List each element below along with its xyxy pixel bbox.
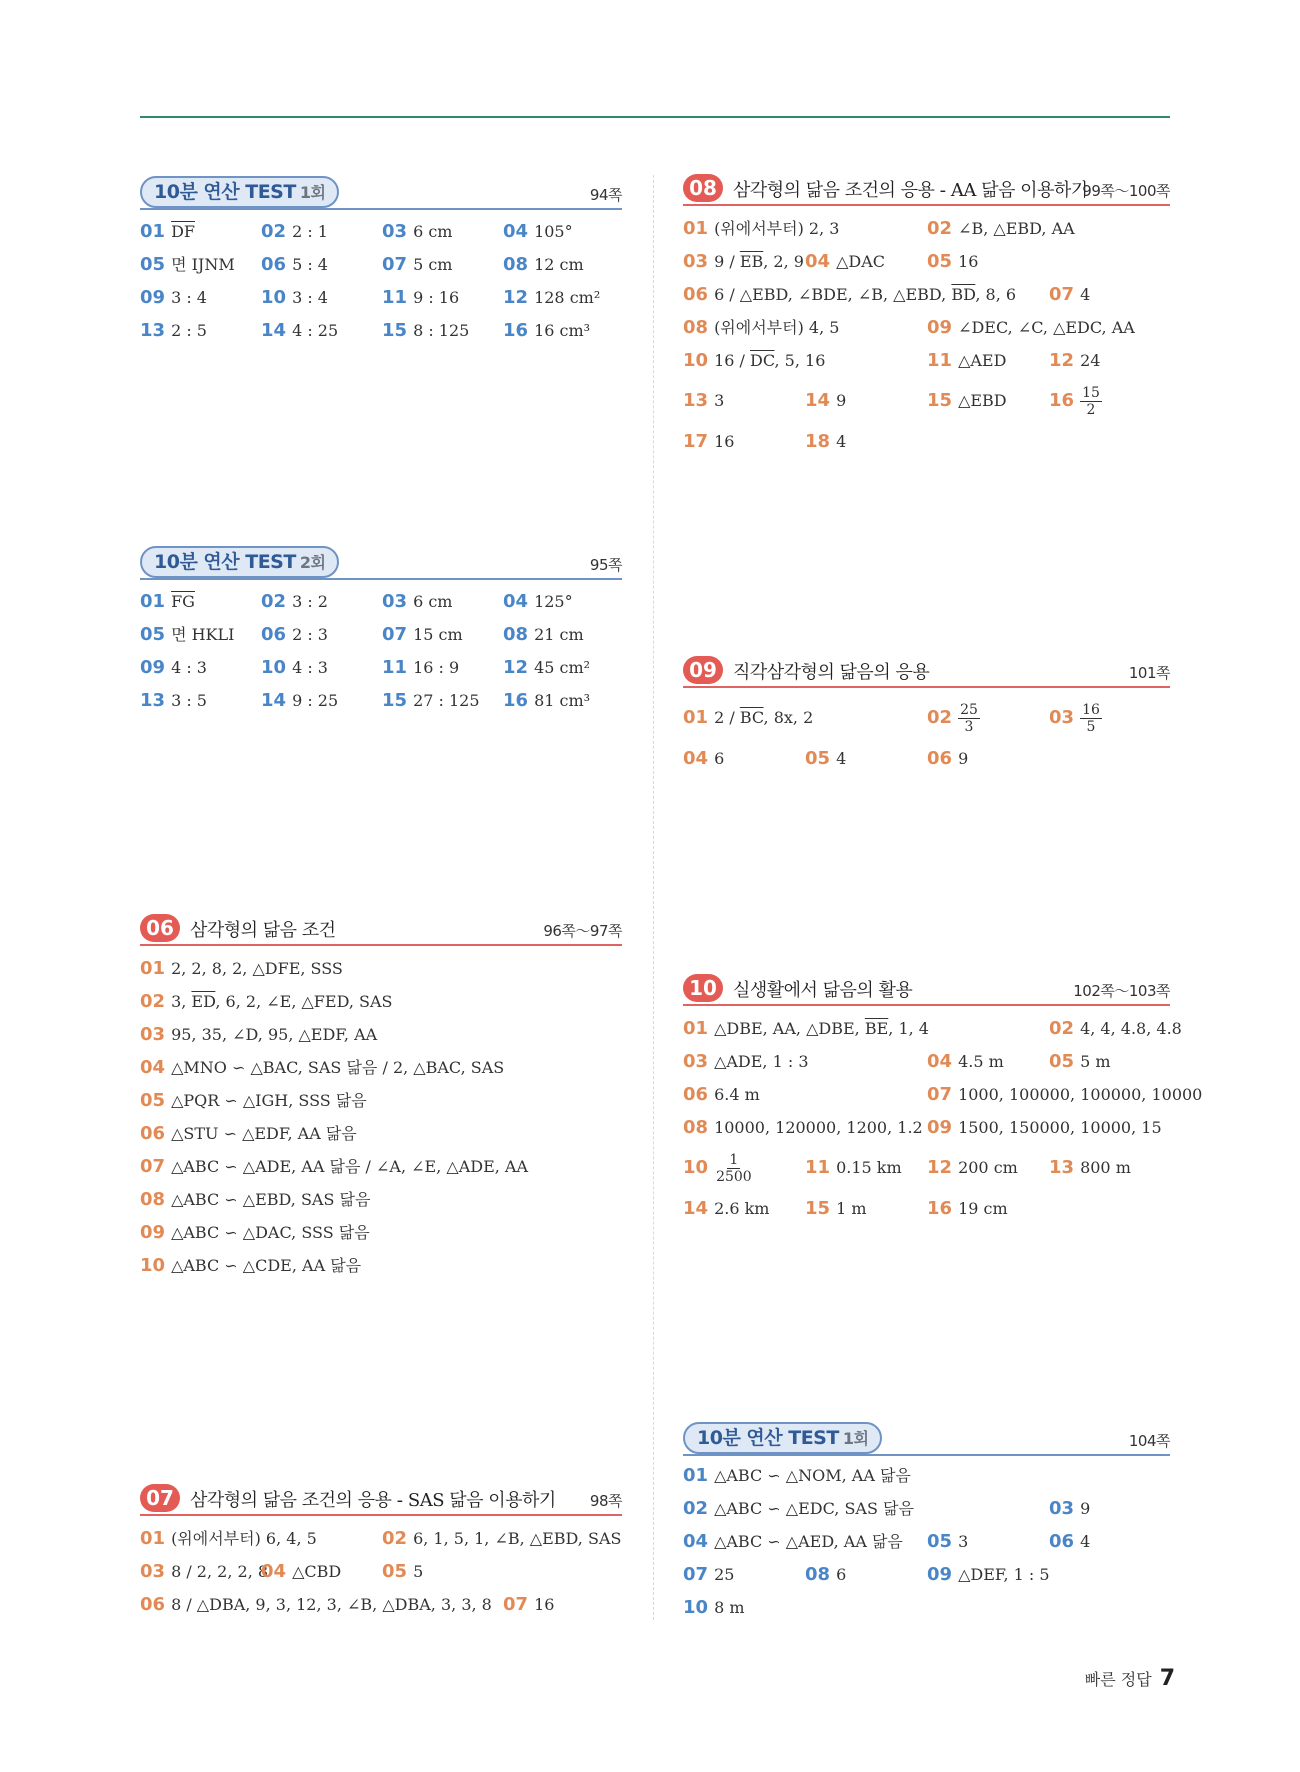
answer-item: 18 4 — [805, 431, 847, 452]
answer-row — [140, 1522, 622, 1555]
answer-item: 06 2 : 3 — [261, 624, 328, 645]
answer-item: 07 25 — [683, 1564, 735, 1585]
answer-item: 09 △ABC ∽ △DAC, SSS 닮음 — [140, 1222, 370, 1243]
section-07 — [140, 1480, 622, 1621]
answer-item: 05 3 — [927, 1531, 969, 1552]
test-round: 2회 — [299, 553, 326, 572]
footer-label: 빠른 정답 — [1084, 1670, 1152, 1689]
page-ref: 95쪽 — [589, 556, 622, 574]
answer-item: 16 81 cm³ — [503, 690, 591, 711]
answer-item: 05 면 HKLI — [140, 624, 235, 645]
answer-item: 10 4 : 3 — [261, 657, 328, 678]
answer-item: 08 (위에서부터) 4, 5 — [683, 317, 840, 338]
answer-item: 04 △ABC ∽ △AED, AA 닮음 — [683, 1531, 903, 1552]
answer-item: 07 5 cm — [382, 254, 453, 275]
answer-item: 01 △DBE, AA, △DBE, $\overline{BE}$, 1, 4 — [683, 1018, 929, 1039]
answer-row — [683, 425, 1170, 458]
answer-row — [140, 618, 622, 651]
answer-row — [683, 1492, 1170, 1525]
section-title: 삼각형의 닮음 조건의 응용 - AA 닮음 이용하기 — [733, 180, 1088, 201]
answer-item: 12 128 cm² — [503, 287, 601, 308]
answer-item: 09 △DEF, 1 : 5 — [927, 1564, 1050, 1585]
answer-item: 03 6 cm — [382, 221, 453, 242]
page-footer — [1085, 1666, 1175, 1691]
answer-item: 10 8 m — [683, 1597, 745, 1618]
answer-row — [140, 1150, 622, 1183]
page-ref: 98쪽 — [589, 1492, 622, 1510]
section-badge: 07 — [140, 1484, 180, 1512]
section-badge: 08 — [683, 174, 723, 202]
section-06 — [140, 910, 622, 1282]
section-header — [140, 1480, 622, 1516]
page-ref: 104쪽 — [1128, 1432, 1170, 1450]
answer-row — [140, 1084, 622, 1117]
answer-item: 14 2.6 km — [683, 1198, 770, 1219]
answer-item: 03 6 cm — [382, 591, 453, 612]
answer-item: 14 9 — [805, 390, 847, 411]
section-header — [683, 970, 1170, 1006]
section-title: 삼각형의 닮음 조건의 응용 - SAS 닮음 이용하기 — [190, 1490, 556, 1511]
answer-row — [140, 651, 622, 684]
answer-item: 03 8 / 2, 2, 2, 8 — [140, 1561, 269, 1582]
test-title-pill — [683, 1422, 882, 1454]
top-rule — [140, 116, 1170, 118]
answer-item: 03 $\frac{16}{5}$ — [1049, 702, 1100, 735]
page-ref: 99쪽～100쪽 — [1082, 182, 1170, 200]
answer-item: 10 3 : 4 — [261, 287, 328, 308]
answer-row — [140, 1249, 622, 1282]
answer-item: 06 6.4 m — [683, 1084, 760, 1105]
section-test-1 — [140, 174, 622, 347]
test-round: 1회 — [842, 1429, 869, 1448]
answer-row — [140, 248, 622, 281]
section-badge: 09 — [683, 656, 723, 684]
answer-item: 11 0.15 km — [805, 1157, 902, 1178]
answer-item: 02 2 : 1 — [261, 221, 328, 242]
answer-item: 09 1500, 150000, 10000, 15 — [927, 1117, 1162, 1138]
answer-item: 10 $16 / \overline{DC}$, 5, 16 — [683, 350, 826, 371]
answer-item: 04 6 — [683, 748, 725, 769]
answer-item: 02 △ABC ∽ △EDC, SAS 닮음 — [683, 1498, 914, 1519]
answer-item: 13 800 m — [1049, 1157, 1131, 1178]
answer-item: 15 8 : 125 — [382, 320, 470, 341]
answer-row — [683, 278, 1170, 311]
answer-item: 02 3, $\overline{ED}$, 6, 2, ∠E, △FED, SAS — [140, 991, 393, 1012]
answer-row — [140, 1051, 622, 1084]
answer-item: 01 $\overline{FG}$ — [140, 591, 195, 612]
answer-row — [140, 1183, 622, 1216]
answer-item: 02 $\frac{25}{3}$ — [927, 702, 978, 735]
answer-row — [683, 245, 1170, 278]
answer-row — [683, 694, 1170, 742]
answer-row — [683, 1012, 1182, 1045]
answer-item: 08 12 cm — [503, 254, 584, 275]
answer-item: 06 8 / △DBA, 9, 3, 12, 3, ∠B, △DBA, 3, 3, 8 — [140, 1594, 492, 1615]
section-header — [140, 544, 622, 580]
answer-item: 01 $\overline{DF}$ — [140, 221, 195, 242]
answer-item: 09 3 : 4 — [140, 287, 207, 308]
answer-row — [683, 1078, 1203, 1111]
section-badge: 10 — [683, 974, 723, 1002]
page-ref: 96쪽～97쪽 — [543, 922, 622, 940]
answer-row — [140, 215, 622, 248]
answer-item: 03 △ADE, 1 : 3 — [683, 1051, 809, 1072]
answer-row — [140, 1555, 622, 1588]
section-header — [140, 910, 622, 946]
answer-row — [683, 212, 1170, 245]
fraction: $\frac{1}{2500}$ — [716, 1152, 752, 1185]
answer-item: 10 $\frac{1}{2500}$ — [683, 1152, 752, 1185]
answer-item: 16 19 cm — [927, 1198, 1008, 1219]
answer-item: 04 △CBD — [261, 1561, 342, 1582]
answer-item: 01 △ABC ∽ △NOM, AA 닮음 — [683, 1465, 911, 1486]
answer-row — [683, 1558, 1170, 1591]
answer-item: 03 95, 35, ∠D, 95, △EDF, AA — [140, 1024, 378, 1045]
answer-row — [683, 1591, 1170, 1624]
answer-item: 04 105° — [503, 221, 573, 242]
answer-item: 01 (위에서부터) 2, 3 — [683, 218, 840, 239]
answer-item: 05 면 IJNM — [140, 254, 235, 275]
answer-row — [140, 1588, 622, 1621]
test-title-pill — [140, 176, 339, 208]
test-title-pill — [140, 546, 339, 578]
answer-item: 15 27 : 125 — [382, 690, 480, 711]
test-title: 10분 연산 TEST — [154, 181, 296, 203]
answer-item: 03 $9 / \overline{EB}$, 2, 9 — [683, 251, 804, 272]
section-header — [683, 652, 1170, 688]
section-09 — [683, 652, 1170, 775]
section-header — [683, 1420, 1170, 1456]
answer-item: 16 16 cm³ — [503, 320, 591, 341]
answer-row — [140, 1216, 622, 1249]
answer-item: 07 15 cm — [382, 624, 463, 645]
fraction: $\frac{16}{5}$ — [1082, 702, 1100, 735]
answer-item: 05 16 — [927, 251, 979, 272]
answer-item: 01 $2 / \overline{BC}$, 8x, 2 — [683, 707, 814, 728]
answer-item: 06 9 — [927, 748, 969, 769]
answer-row — [683, 1111, 1170, 1144]
answer-row — [140, 314, 622, 347]
answer-item: 06 6 / △EBD, ∠BDE, ∠B, △EBD, $\overline{BD}$, 8, 6 — [683, 284, 1017, 305]
answer-item: 02 6, 1, 5, 1, ∠B, △EBD, SAS — [382, 1528, 622, 1549]
answer-item: 10 △ABC ∽ △CDE, AA 닮음 — [140, 1255, 362, 1276]
answer-row — [140, 281, 622, 314]
answer-item: 03 9 — [1049, 1498, 1091, 1519]
page-ref: 94쪽 — [589, 186, 622, 204]
answer-item: 07 4 — [1049, 284, 1091, 305]
answer-row — [140, 684, 622, 717]
fraction: $\frac{25}{3}$ — [960, 702, 978, 735]
column-divider — [653, 175, 654, 1620]
answer-item: 01 (위에서부터) 6, 4, 5 — [140, 1528, 317, 1549]
answer-item: 07 1000, 100000, 100000, 10000 — [927, 1084, 1203, 1105]
test-round: 1회 — [299, 183, 326, 202]
answer-row — [140, 1117, 622, 1150]
answer-item: 06 △STU ∽ △EDF, AA 닮음 — [140, 1123, 357, 1144]
answer-item: 09 4 : 3 — [140, 657, 207, 678]
answer-item: 01 2, 2, 8, 2, △DFE, SSS — [140, 958, 343, 979]
answer-item: 14 4 : 25 — [261, 320, 339, 341]
test-title: 10분 연산 TEST — [154, 551, 296, 573]
answer-item: 08 6 — [805, 1564, 847, 1585]
answer-row — [683, 1459, 1170, 1492]
answer-row — [683, 1192, 1170, 1225]
answer-row — [140, 985, 622, 1018]
section-10 — [683, 970, 1203, 1225]
answer-item: 04 4.5 m — [927, 1051, 1004, 1072]
answer-item: 05 5 — [382, 1561, 424, 1582]
answer-row — [683, 311, 1170, 344]
answer-item: 08 △ABC ∽ △EBD, SAS 닮음 — [140, 1189, 371, 1210]
answer-row — [683, 1045, 1170, 1078]
page-ref: 102쪽～103쪽 — [1073, 982, 1170, 1000]
answer-item: 05 △PQR ∽ △IGH, SSS 닮음 — [140, 1090, 367, 1111]
answer-item: 09 ∠DEC, ∠C, △EDC, AA — [927, 317, 1135, 338]
answer-row — [140, 952, 622, 985]
section-badge: 06 — [140, 914, 180, 942]
answer-item: 17 16 — [683, 431, 735, 452]
answer-row — [140, 1018, 622, 1051]
answer-item: 16 $\frac{15}{2}$ — [1049, 385, 1100, 418]
answer-item: 15 △EBD — [927, 390, 1007, 411]
answer-item: 11 16 : 9 — [382, 657, 460, 678]
answer-row — [140, 585, 622, 618]
answer-row — [683, 1525, 1170, 1558]
answer-item: 11 9 : 16 — [382, 287, 460, 308]
answer-item: 05 4 — [805, 748, 847, 769]
answer-item: 02 ∠B, △EBD, AA — [927, 218, 1075, 239]
answer-item: 11 △AED — [927, 350, 1007, 371]
answer-row — [683, 1144, 1170, 1192]
answer-item: 08 21 cm — [503, 624, 584, 645]
answer-item: 06 4 — [1049, 1531, 1091, 1552]
answer-item: 02 3 : 2 — [261, 591, 328, 612]
section-test-3 — [683, 1420, 1170, 1624]
page-number: 7 — [1159, 1666, 1175, 1691]
answer-item: 13 3 : 5 — [140, 690, 207, 711]
test-title: 10분 연산 TEST — [697, 1427, 839, 1449]
section-header — [140, 174, 622, 210]
answer-item: 14 9 : 25 — [261, 690, 339, 711]
answer-item: 15 1 m — [805, 1198, 867, 1219]
answer-row — [683, 344, 1170, 377]
section-header — [683, 170, 1170, 206]
answer-item: 13 3 — [683, 390, 725, 411]
answer-item: 04 △DAC — [805, 251, 885, 272]
section-title: 직각삼각형의 닮음의 응용 — [733, 662, 930, 683]
answer-item: 04 △MNO ∽ △BAC, SAS 닮음 / 2, △BAC, SAS — [140, 1057, 505, 1078]
answer-item: 13 2 : 5 — [140, 320, 207, 341]
section-test-2 — [140, 544, 622, 717]
answer-item: 06 5 : 4 — [261, 254, 328, 275]
answer-item: 02 4, 4, 4.8, 4.8 — [1049, 1018, 1182, 1039]
answer-item: 12 200 cm — [927, 1157, 1018, 1178]
section-title: 삼각형의 닮음 조건 — [190, 920, 336, 941]
answer-item: 12 24 — [1049, 350, 1101, 371]
answer-item: 12 45 cm² — [503, 657, 591, 678]
page-ref: 101쪽 — [1128, 664, 1170, 682]
section-title: 실생활에서 닮음의 활용 — [733, 980, 913, 1001]
answer-item: 07 △ABC ∽ △ADE, AA 닮음 / ∠A, ∠E, △ADE, AA — [140, 1156, 529, 1177]
answer-row — [683, 742, 1170, 775]
answer-item: 07 16 — [503, 1594, 555, 1615]
answer-item: 08 10000, 120000, 1200, 1.2 — [683, 1117, 923, 1138]
fraction: $\frac{15}{2}$ — [1082, 385, 1100, 418]
answer-item: 04 125° — [503, 591, 573, 612]
answer-row — [683, 377, 1170, 425]
section-08 — [683, 170, 1170, 458]
answer-item: 05 5 m — [1049, 1051, 1111, 1072]
